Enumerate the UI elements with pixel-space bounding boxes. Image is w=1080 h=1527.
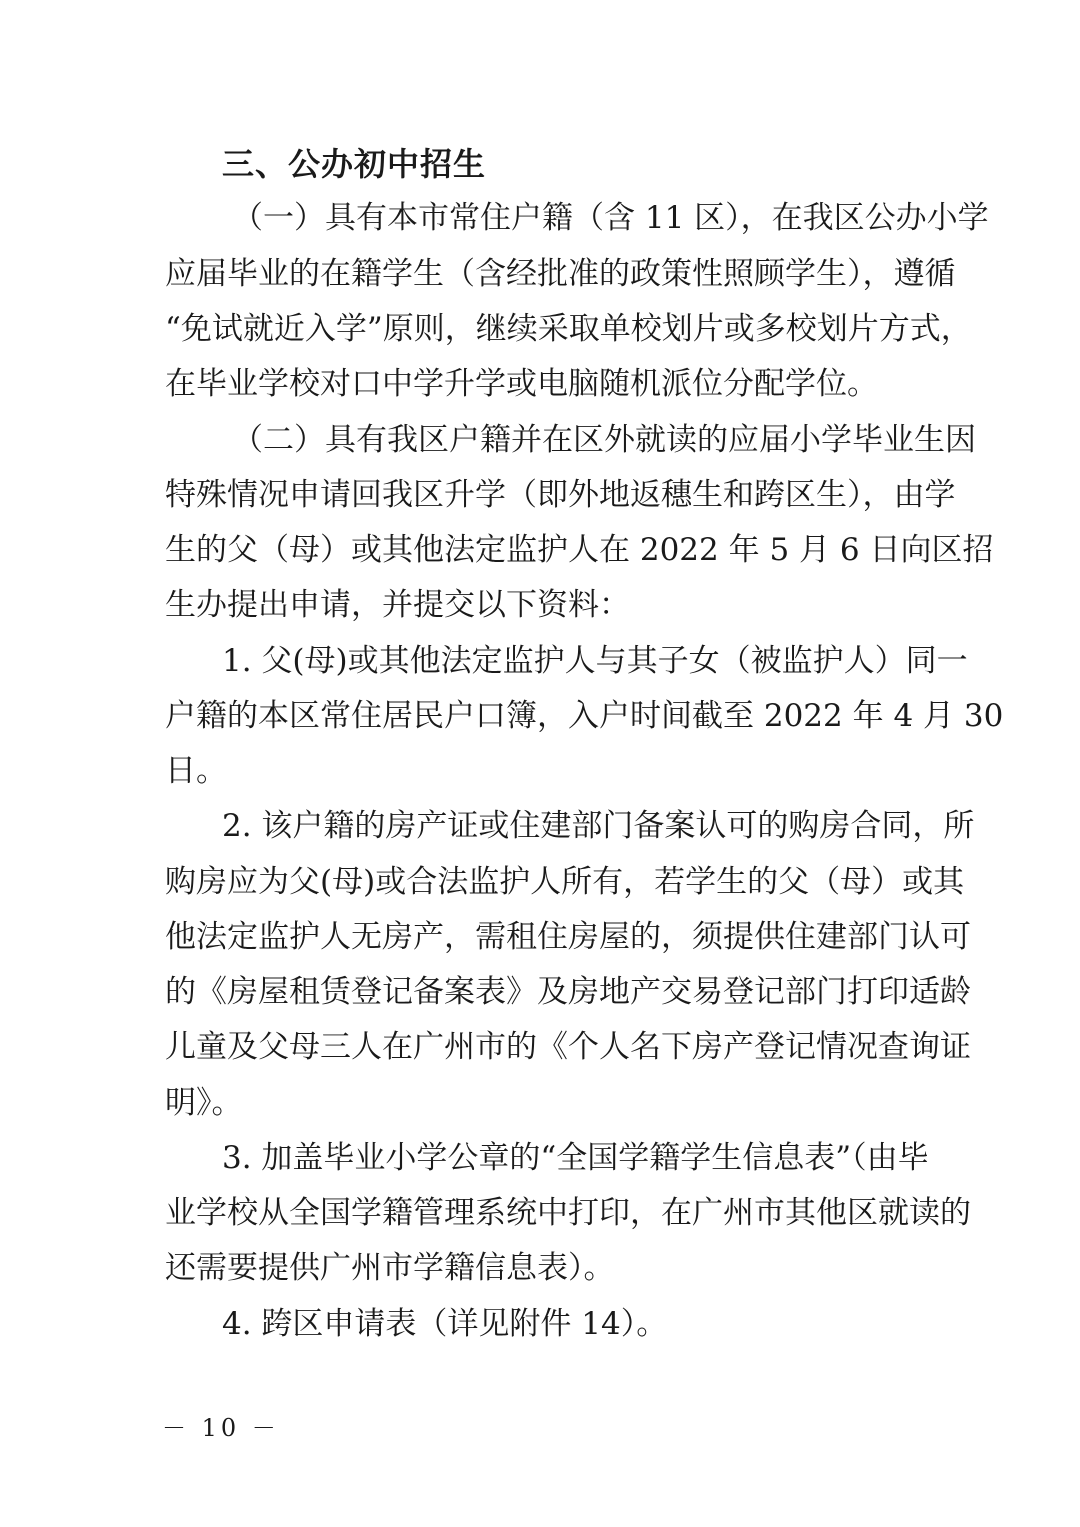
paragraph-line: 应届毕业的在籍学生（含经批准的政策性照顾学生），遵循: [165, 256, 956, 292]
list-item-line: 1. 父(母)或其他法定监护人与其子女（被监护人）同一: [222, 643, 968, 679]
paragraph-line: 特殊情况申请回我区升学（即外地返穗生和跨区生），由学: [165, 477, 956, 513]
paragraph-line: 在毕业学校对口中学升学或电脑随机派位分配学位。: [165, 366, 878, 402]
list-item-line: 4. 跨区申请表（详见附件 14）。: [222, 1306, 668, 1342]
page-number: － 10 －: [162, 1414, 280, 1442]
list-item-line: 2. 该户籍的房产证或住建部门备案认可的购房合同，所: [222, 808, 975, 844]
list-item-line: 3. 加盖毕业小学公章的“全国学籍学生信息表”（由毕: [222, 1140, 929, 1176]
paragraph-line: “免试就近入学”原则，继续采取单校划片或多校划片方式，: [165, 311, 972, 347]
list-item-line: 业学校从全国学籍管理系统中打印，在广州市其他区就读的: [165, 1195, 971, 1231]
list-item-line: 购房应为父(母)或合法监护人所有，若学生的父（母）或其: [165, 864, 965, 900]
list-item-line: 他法定监护人无房产，需租住房屋的，须提供住建部门认可: [165, 919, 971, 955]
list-item-line: 的《房屋租赁登记备案表》及房地产交易登记部门打印适龄: [165, 974, 971, 1010]
list-item-line: 还需要提供广州市学籍信息表）。: [165, 1250, 615, 1286]
paragraph-line: 生办提出申请，并提交以下资料：: [165, 587, 630, 623]
section-heading: 三、公办初中招生: [222, 145, 487, 183]
paragraph-line: 生的父（母）或其他法定监护人在 2022 年 5 月 6 日向区招: [165, 532, 994, 568]
paragraph-line: （二）具有我区户籍并在区外就读的应届小学毕业生因: [232, 422, 976, 458]
list-item-line: 儿童及父母三人在广州市的《个人名下房产登记情况查询证: [165, 1029, 971, 1065]
list-item-line: 户籍的本区常住居民户口簿，入户时间截至 2022 年 4 月 30: [165, 698, 1004, 734]
list-item-line: 日。: [165, 753, 227, 789]
paragraph-line: （一）具有本市常住户籍（含 11 区），在我区公办小学: [232, 200, 989, 236]
list-item-line: 明》。: [165, 1085, 243, 1121]
